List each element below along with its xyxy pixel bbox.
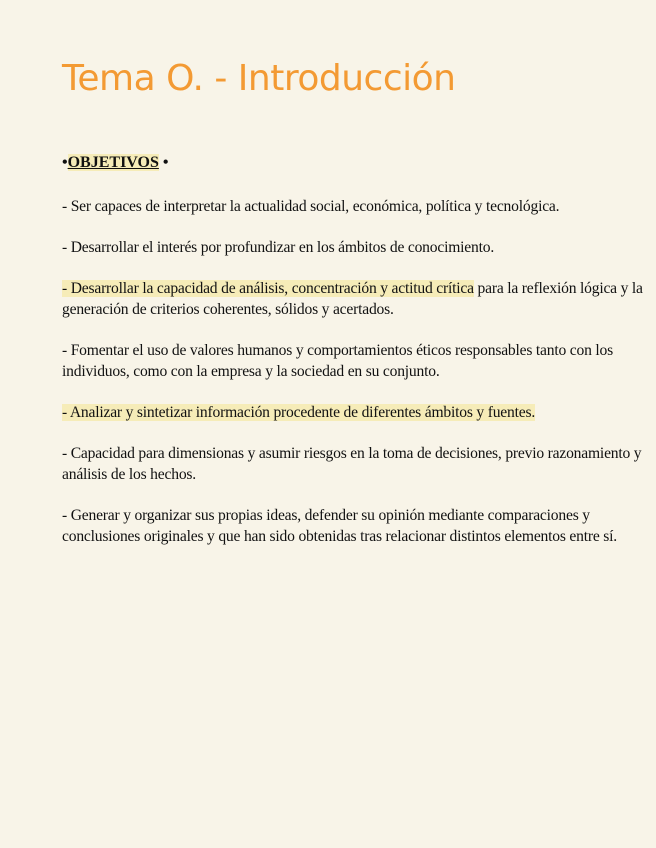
objective-highlight: - Desarrollar la capacidad de análisis, concentración y actitud crítica	[62, 280, 474, 297]
objective-item	[62, 340, 646, 382]
section-label: OBJETIVOS	[67, 154, 159, 171]
objective-highlight: - Analizar y sintetizar información procedente de diferentes ámbitos y fuentes.	[62, 404, 536, 421]
bullet-left: •	[62, 154, 68, 171]
objective-text: - Fomentar el uso de valores humanos y comportamientos éticos responsables tanto con los individuos, como con la empresa y la sociedad en su conjunto.	[62, 342, 614, 380]
section-heading	[62, 153, 168, 173]
objective-text: - Ser capaces de interpretar la actualidad social, económica, política y tecnológica.	[62, 198, 560, 215]
objective-text: para la reflexión lógica y la generación de criterios coherentes, sólidos y acertados.	[62, 280, 643, 318]
objective-item	[62, 278, 646, 320]
objective-text: - Desarrollar el interés por profundizar en los ámbitos de conocimiento.	[62, 239, 495, 256]
objective-text: - Generar y organizar sus propias ideas, defender su opinión mediante comparaciones y conclusiones originales y que han sido obtenidas tras relacionar distintos elementos entre sí.	[62, 507, 617, 545]
objective-item	[62, 505, 646, 547]
objective-text: - Capacidad para dimensionas y asumir riesgos en la toma de decisiones, previo razonamiento y análisis de los hechos.	[62, 445, 642, 483]
page-title: Tema O. - Introducción	[62, 58, 456, 99]
objective-item	[62, 196, 646, 217]
objective-item	[62, 237, 646, 258]
bullet-right: •	[162, 154, 169, 171]
objective-item	[62, 402, 646, 423]
objective-item	[62, 443, 646, 485]
objectives-list	[62, 196, 646, 567]
